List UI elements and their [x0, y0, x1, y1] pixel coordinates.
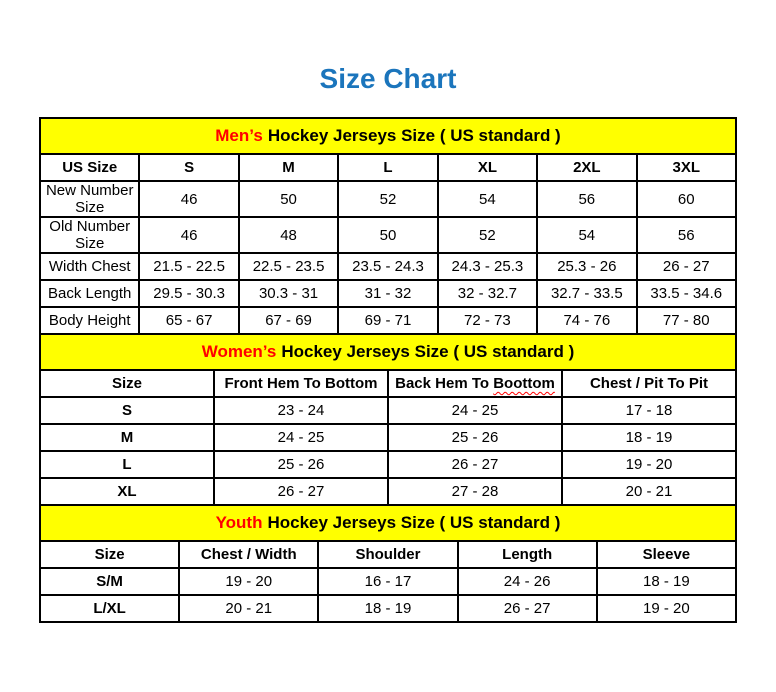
size-value-cell: 19 - 20	[597, 595, 736, 622]
table-row	[40, 595, 736, 622]
size-value-cell: 26 - 27	[637, 253, 736, 280]
column-header: Shoulder	[318, 541, 457, 568]
size-value-cell: 24 - 26	[458, 568, 597, 595]
row-label: Body Height	[40, 307, 139, 334]
section-banner-highlight: Youth	[215, 513, 263, 532]
womens-size-table	[39, 333, 737, 506]
row-label: S	[40, 397, 214, 424]
size-value-cell: 33.5 - 34.6	[637, 280, 736, 307]
youth-size-table	[39, 504, 737, 623]
column-header: 2XL	[537, 154, 636, 181]
row-label: L/XL	[40, 595, 179, 622]
size-value-cell: 21.5 - 22.5	[139, 253, 238, 280]
size-value-cell: 17 - 18	[562, 397, 736, 424]
column-header-row	[40, 154, 736, 181]
row-label: M	[40, 424, 214, 451]
section-banner-row	[40, 505, 736, 541]
size-value-cell: 20 - 21	[179, 595, 318, 622]
row-label: New Number Size	[40, 181, 139, 217]
size-value-cell: 46	[139, 217, 238, 253]
size-value-cell: 77 - 80	[637, 307, 736, 334]
size-value-cell: 50	[338, 217, 437, 253]
size-value-cell: 25 - 26	[388, 424, 562, 451]
size-value-cell: 19 - 20	[179, 568, 318, 595]
size-value-cell: 46	[139, 181, 238, 217]
section-banner-text: Hockey Jerseys Size ( US standard )	[267, 126, 561, 145]
table-row	[40, 478, 736, 505]
size-value-cell: 25.3 - 26	[537, 253, 636, 280]
section-banner-highlight: Women’s	[201, 342, 277, 361]
size-value-cell: 18 - 19	[597, 568, 736, 595]
table-row	[40, 307, 736, 334]
section-banner-highlight: Men’s	[215, 126, 263, 145]
size-value-cell: 29.5 - 30.3	[139, 280, 238, 307]
size-value-cell: 24.3 - 25.3	[438, 253, 537, 280]
size-value-cell: 32.7 - 33.5	[537, 280, 636, 307]
row-label: XL	[40, 478, 214, 505]
column-header: Back Hem To Boottom	[388, 370, 562, 397]
size-value-cell: 50	[239, 181, 338, 217]
column-header: Length	[458, 541, 597, 568]
size-value-cell: 18 - 19	[318, 595, 457, 622]
column-header-row	[40, 541, 736, 568]
size-value-cell: 24 - 25	[388, 397, 562, 424]
table-row	[40, 397, 736, 424]
size-value-cell: 54	[537, 217, 636, 253]
size-value-cell: 52	[338, 181, 437, 217]
mens-size-table	[39, 117, 737, 335]
size-value-cell: 23.5 - 24.3	[338, 253, 437, 280]
table-row	[40, 451, 736, 478]
size-value-cell: 32 - 32.7	[438, 280, 537, 307]
row-label: Old Number Size	[40, 217, 139, 253]
column-header: XL	[438, 154, 537, 181]
section-banner	[40, 334, 736, 370]
size-value-cell: 54	[438, 181, 537, 217]
row-label: L	[40, 451, 214, 478]
column-header: Sleeve	[597, 541, 736, 568]
size-value-cell: 31 - 32	[338, 280, 437, 307]
column-header: Size	[40, 370, 214, 397]
size-value-cell: 48	[239, 217, 338, 253]
section-banner-row	[40, 334, 736, 370]
table-row	[40, 181, 736, 217]
row-label: Back Length	[40, 280, 139, 307]
section-banner-text: Hockey Jerseys Size ( US standard )	[281, 342, 575, 361]
table-row	[40, 253, 736, 280]
column-header: Chest / Width	[179, 541, 318, 568]
column-header: L	[338, 154, 437, 181]
size-value-cell: 19 - 20	[562, 451, 736, 478]
column-header: Front Hem To Bottom	[214, 370, 388, 397]
column-header: S	[139, 154, 238, 181]
misspelled-word: Boottom	[493, 375, 555, 392]
size-value-cell: 16 - 17	[318, 568, 457, 595]
size-value-cell: 23 - 24	[214, 397, 388, 424]
size-value-cell: 67 - 69	[239, 307, 338, 334]
column-header: 3XL	[637, 154, 736, 181]
table-row	[40, 280, 736, 307]
row-label: S/M	[40, 568, 179, 595]
size-value-cell: 30.3 - 31	[239, 280, 338, 307]
size-chart	[39, 117, 737, 623]
size-value-cell: 72 - 73	[438, 307, 537, 334]
size-value-cell: 56	[537, 181, 636, 217]
size-value-cell: 24 - 25	[214, 424, 388, 451]
section-banner-row	[40, 118, 736, 154]
size-value-cell: 18 - 19	[562, 424, 736, 451]
size-value-cell: 20 - 21	[562, 478, 736, 505]
size-value-cell: 60	[637, 181, 736, 217]
size-value-cell: 56	[637, 217, 736, 253]
column-header: US Size	[40, 154, 139, 181]
column-header-row	[40, 370, 736, 397]
section-banner	[40, 505, 736, 541]
size-value-cell: 74 - 76	[537, 307, 636, 334]
size-value-cell: 52	[438, 217, 537, 253]
table-row	[40, 217, 736, 253]
size-value-cell: 26 - 27	[458, 595, 597, 622]
size-value-cell: 65 - 67	[139, 307, 238, 334]
table-row	[40, 424, 736, 451]
section-banner-text: Hockey Jerseys Size ( US standard )	[267, 513, 561, 532]
row-label: Width Chest	[40, 253, 139, 280]
column-header: Chest / Pit To Pit	[562, 370, 736, 397]
section-banner	[40, 118, 736, 154]
size-value-cell: 69 - 71	[338, 307, 437, 334]
column-header: Size	[40, 541, 179, 568]
size-value-cell: 26 - 27	[388, 451, 562, 478]
size-value-cell: 27 - 28	[388, 478, 562, 505]
size-value-cell: 25 - 26	[214, 451, 388, 478]
size-value-cell: 22.5 - 23.5	[239, 253, 338, 280]
column-header: M	[239, 154, 338, 181]
size-value-cell: 26 - 27	[214, 478, 388, 505]
page-title: Size Chart	[319, 63, 457, 94]
table-row	[40, 568, 736, 595]
